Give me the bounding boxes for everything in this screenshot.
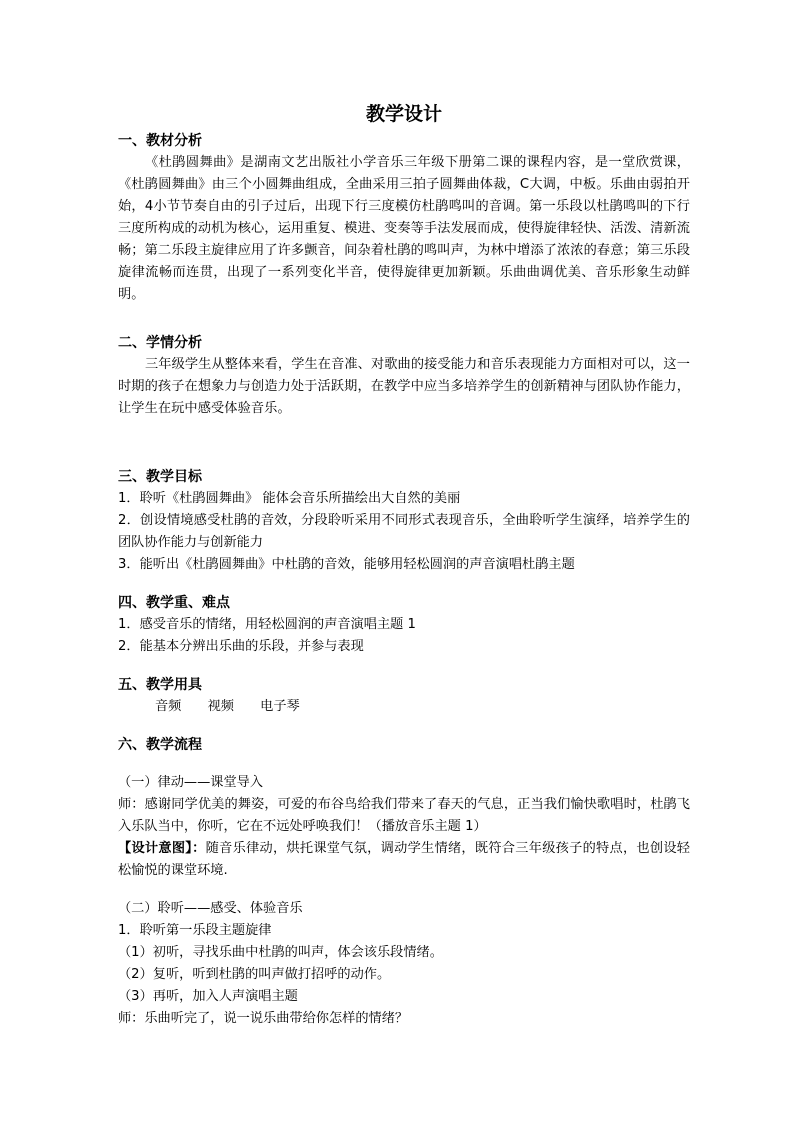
section-heading-tools: 五、教学用具 bbox=[118, 677, 202, 693]
tool-keyboard: 电子琴 bbox=[260, 699, 300, 714]
process-part2-step-2: （2）复听，听到杜鹃的叫声做打招呼的动作。 bbox=[118, 967, 391, 982]
document-page bbox=[118, 100, 690, 1030]
process-part1-intent bbox=[118, 838, 690, 882]
student-analysis-paragraph: 三年级学生从整体来看，学生在音准、对歌曲的接受能力和音乐表现能力方面相对可以，这一时期的孩子在想象力与创造力处于活跃期，在教学中应当多培养学生的创新精神与团队协作能力，让学生在玩中感受体验音乐。 bbox=[118, 357, 690, 416]
objective-item-1: 1．聆听《杜鹃圆舞曲》 能体会音乐所描绘出大自然的美丽 bbox=[118, 491, 461, 506]
design-intent-label: 【设计意图】： bbox=[118, 841, 206, 856]
objective-item-3: 3．能听出《杜鹃圆舞曲》中杜鹃的音效，能够用轻松圆润的声音演唱杜鹃主题 bbox=[118, 557, 575, 572]
tool-audio: 音频 bbox=[155, 699, 182, 714]
materials-analysis-paragraph: 《杜鹃圆舞曲》是湖南文艺出版社小学音乐三年级下册第二课的课程内容，是一堂欣赏课，《杜鹃圆舞曲》由三个小圆舞曲组成，全曲采用三拍子圆舞曲体裁，C大调，中板。乐曲由弱拍开始，4小节节奏自由的引子过后，出现下行三度模仿杜鹃鸣叫的音调。第一乐段以杜鹃鸣叫的下行三度所构成的动机为核心，运用重复、模进、变奏等手法发展而成，使得旋律轻快、活泼、清新流畅；第二乐段主旋律应用了许多颤音，间杂着杜鹃的鸣叫声，为林中增添了浓浓的春意；第三乐段旋律流畅而连贯，出现了一系列变化半音，使得旋律更加新颖。乐曲曲调优美、音乐形象生动鲜明。 bbox=[118, 155, 690, 302]
teaching-tools-list bbox=[118, 696, 690, 718]
section-heading-objectives: 三、教学目标 bbox=[118, 469, 202, 485]
section-heading-key-points: 四、教学重、难点 bbox=[118, 595, 230, 611]
process-part2-step-3: （3）再听，加入人声演唱主题 bbox=[118, 989, 298, 1004]
process-part2-teacher-question: 师：乐曲听完了，说一说乐曲带给你怎样的情绪？ bbox=[118, 1011, 409, 1026]
key-point-item-1: 1．感受音乐的情绪，用轻松圆润的声音演唱主题 1 bbox=[118, 617, 416, 632]
process-part2-sub1: 1．聆听第一乐段主题旋律 bbox=[118, 923, 272, 938]
tool-video: 视频 bbox=[207, 699, 234, 714]
process-part1-teacher: 师：感谢同学优美的舞姿，可爱的布谷鸟给我们带来了春天的气息，正当我们愉快歌唱时，杜鹃飞入乐队当中，你听，它在不远处呼唤我们！（播放音乐主题 1） bbox=[118, 797, 690, 834]
document-title: 教学设计 bbox=[365, 103, 442, 125]
process-part2-step-1: （1）初听，寻找乐曲中杜鹃的叫声，体会该乐段情绪。 bbox=[118, 945, 443, 960]
section-heading-materials: 一、教材分析 bbox=[118, 133, 202, 149]
process-part1-title: （一）律动——课堂导入 bbox=[118, 775, 264, 790]
key-point-item-2: 2．能基本分辨出乐曲的乐段，并参与表现 bbox=[118, 639, 364, 654]
section-heading-process: 六、教学流程 bbox=[118, 737, 202, 753]
objective-item-2: 2．创设情境感受杜鹃的音效，分段聆听采用不同形式表现音乐，全曲聆听学生演绎，培养学生的团队协作能力与创新能力 bbox=[118, 513, 690, 550]
process-part2-title: （二）聆听——感受、体验音乐 bbox=[118, 901, 303, 916]
design-intent-text: 随音乐律动，烘托课堂气氛，调动学生情绪，既符合三年级孩子的特点，也创设轻松愉悦的课堂环境. bbox=[118, 841, 690, 878]
section-heading-students: 二、学情分析 bbox=[118, 335, 202, 351]
